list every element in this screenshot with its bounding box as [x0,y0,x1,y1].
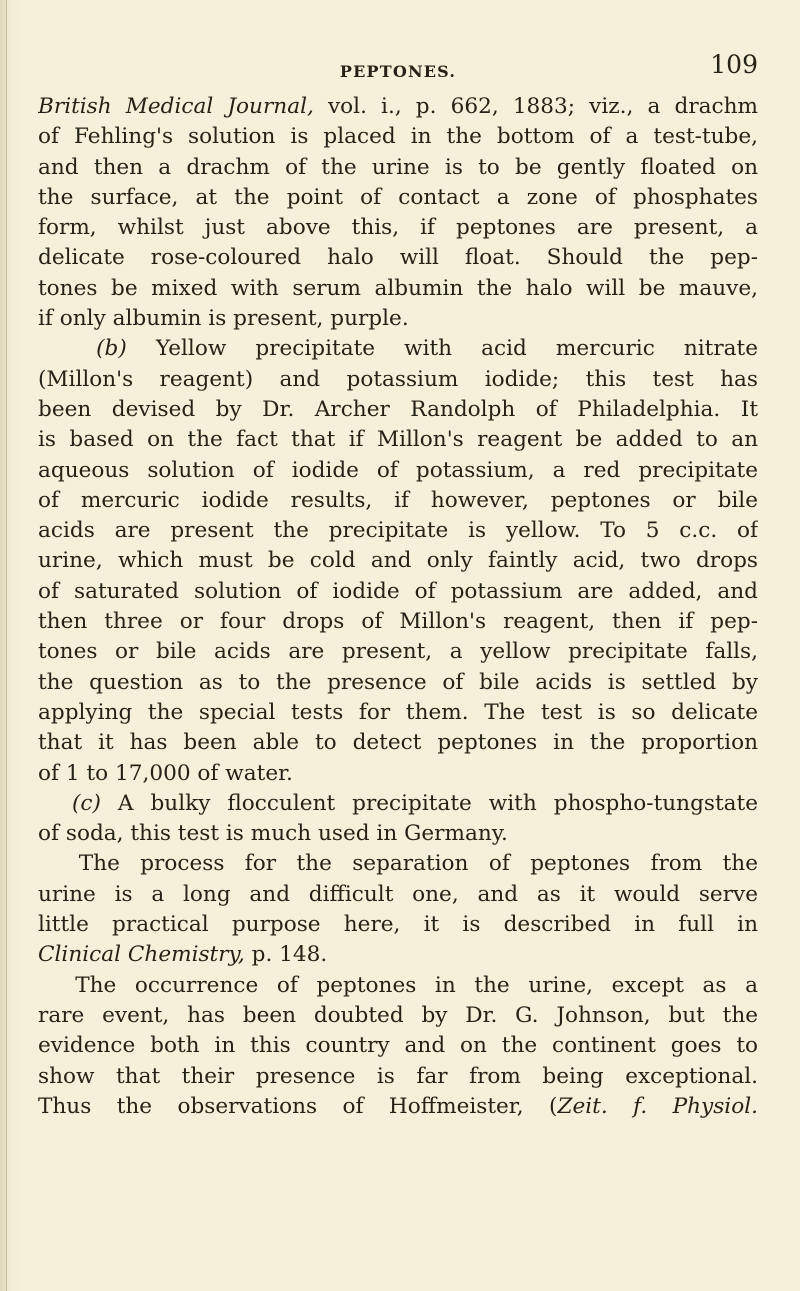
text-line: The occurrence of peptones in the urine, except as a [75,972,758,998]
text-line: delicate rose-coloured halo will float. Should the pep- [38,245,758,271]
book-citation: Clinical Chemistry, [38,942,245,968]
journal-citation: Zeit. f. Physiol. [557,1093,758,1119]
text-line: the surface, at the point of contact a zone of phosphates [38,184,758,210]
text-line: if only albumin is present, purple. [38,306,409,332]
page-gutter-shadow [6,0,7,1291]
text-line: that it has been able to detect peptones in the proportion [38,730,758,756]
text-line: (c) A bulky flocculent precipitate with phospho-tungstate [71,790,758,816]
text-line: of soda, this test is much used in Germany. [38,821,508,847]
text-line: (Millon's reagent) and potassium iodide; this test has [38,366,758,392]
text-line: evidence both in this country and on the continent goes to [38,1033,758,1059]
paragraph-4 [38,849,758,970]
body-text [38,92,758,1122]
text-line: and then a drachm of the urine is to be gently floated on [38,154,758,180]
paragraph-1 [38,92,758,334]
text-line: rare event, has been doubted by Dr. G. Johnson, but the [38,1002,758,1028]
text-line: of saturated solution of iodide of potassium are added, and [38,578,758,604]
text-line: (b) Yellow precipitate with acid mercuric nitrate [96,336,758,362]
text-line: of mercuric iodide results, if however, peptones or bile [38,487,758,513]
text-line: the question as to the presence of bile acids is settled by [38,669,758,695]
text-line: of Fehling's solution is placed in the bottom of a test-tube, [38,124,758,150]
item-marker-c: (c) [71,790,101,816]
text-line: Thus the observations of Hoffmeister, (Zeit. f. Physiol. [38,1093,758,1119]
text-line: aqueous solution of iodide of potassium, a red precipitate [38,457,758,483]
text-line: urine, which must be cold and only faintly acid, two drops [38,548,758,574]
text-line: urine is a long and difficult one, and as it would serve [38,881,758,907]
paragraph-3 [38,789,758,850]
text-line: Clinical Chemistry, p. 148. [38,942,328,968]
item-marker-b: (b) [96,336,127,362]
text-line: is based on the fact that if Millon's reagent be added to an [38,427,758,453]
text-line: of 1 to 17,000 of water. [38,760,293,786]
running-head-title: PEPTONES. [339,62,457,81]
text-line: form, whilst just above this, if peptones are present, a [38,215,758,241]
journal-citation: British Medical Journal, [38,94,314,119]
text-line: acids are present the precipitate is yellow. To 5 c.c. of [38,518,758,544]
text-line: tones or bile acids are present, a yellow precipitate falls, [38,639,758,665]
text-line: British Medical Journal, vol. i., p. 662, 1883; viz., a drachm [38,94,758,119]
paragraph-5 [38,971,758,1122]
text-line: applying the special tests for them. The test is so delicate [38,699,758,725]
page-number: 109 [710,50,758,79]
text-line: little practical purpose here, it is described in full in [38,912,758,938]
text-line: show that their presence is far from being exceptional. [38,1063,758,1089]
text-line: tones be mixed with serum albumin the halo will be mauve, [38,275,758,301]
text-line: The process for the separation of peptones from the [78,851,758,877]
text-line: been devised by Dr. Archer Randolph of Philadelphia. It [38,396,758,422]
text-line: then three or four drops of Millon's reagent, then if pep- [38,609,758,635]
running-head [38,44,758,84]
paragraph-2 [38,334,758,788]
